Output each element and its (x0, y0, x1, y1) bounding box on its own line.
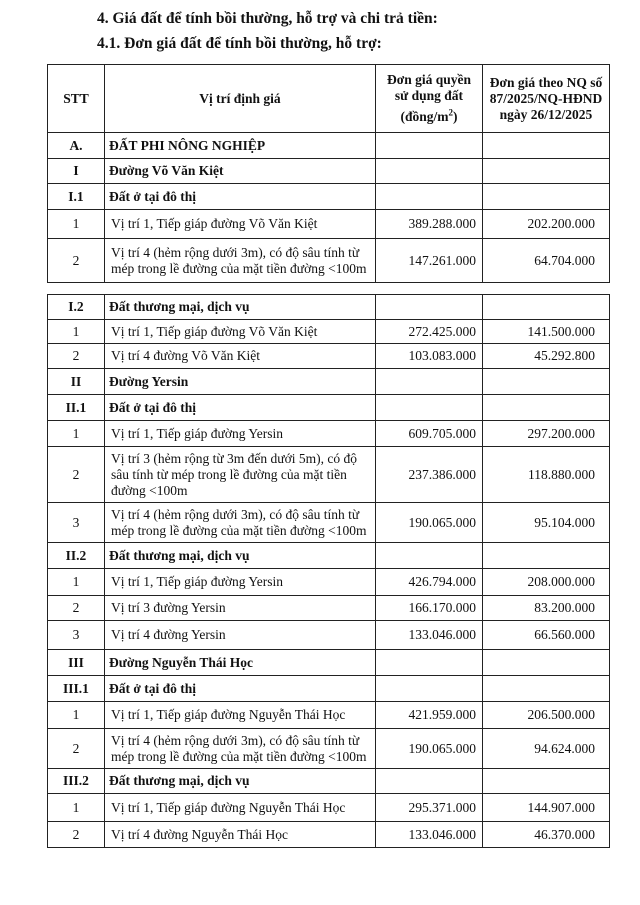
land-price-cell (376, 159, 483, 184)
nq-price-cell: 208.000.000 (483, 569, 610, 596)
land-price-cell (376, 676, 483, 702)
land-price-cell: 103.083.000 (376, 344, 483, 369)
stt-cell: 3 (48, 503, 105, 543)
location-cell: Vị trí 3 (hẻm rộng từ 3m đến dưới 5m), có độ sâu tính từ mép trong lề đường của mặt tiền đường <100m (105, 447, 376, 503)
stt-cell: III (48, 650, 105, 676)
stt-cell: 2 (48, 822, 105, 848)
section-row (48, 184, 610, 210)
stt-cell: 1 (48, 702, 105, 729)
header-land-price (376, 65, 483, 133)
land-price-cell (376, 295, 483, 320)
nq-price-cell (483, 769, 610, 794)
stt-cell: 1 (48, 794, 105, 822)
nq-price-cell (483, 676, 610, 702)
section-row (48, 676, 610, 702)
section-row (48, 295, 610, 320)
land-price-cell: 166.170.000 (376, 596, 483, 621)
nq-price-cell (483, 369, 610, 395)
section-row (48, 769, 610, 794)
location-cell: Đất ở tại đô thị (105, 184, 376, 210)
table-row (48, 421, 610, 447)
stt-cell: I.1 (48, 184, 105, 210)
location-cell: Vị trí 3 đường Yersin (105, 596, 376, 621)
location-cell: Đất thương mại, dịch vụ (105, 543, 376, 569)
location-cell: Đất thương mại, dịch vụ (105, 769, 376, 794)
land-price-cell: 190.065.000 (376, 503, 483, 543)
nq-price-cell (483, 184, 610, 210)
nq-price-cell: 206.500.000 (483, 702, 610, 729)
table-row (48, 822, 610, 848)
nq-price-cell: 94.624.000 (483, 729, 610, 769)
nq-price-cell (483, 650, 610, 676)
stt-cell: II.2 (48, 543, 105, 569)
location-cell: Vị trí 4 (hẻm rộng dưới 3m), có độ sâu tính từ mép trong lề đường của mặt tiền đường <100m (105, 503, 376, 543)
location-cell: Vị trí 1, Tiếp giáp đường Yersin (105, 569, 376, 596)
table-row (48, 503, 610, 543)
land-price-cell: 426.794.000 (376, 569, 483, 596)
land-price-cell (376, 543, 483, 569)
location-cell: Vị trí 4 đường Yersin (105, 621, 376, 650)
land-price-cell (376, 369, 483, 395)
section-row (48, 543, 610, 569)
land-price-cell: 421.959.000 (376, 702, 483, 729)
price-table-part-2 (47, 294, 610, 848)
table-row (48, 210, 610, 239)
land-price-cell (376, 133, 483, 159)
nq-price-cell: 95.104.000 (483, 503, 610, 543)
nq-price-cell: 83.200.000 (483, 596, 610, 621)
nq-price-cell (483, 133, 610, 159)
location-cell: Vị trí 1, Tiếp giáp đường Yersin (105, 421, 376, 447)
section-row (48, 159, 610, 184)
nq-price-cell (483, 395, 610, 421)
location-cell: Đất thương mại, dịch vụ (105, 295, 376, 320)
stt-cell: II.1 (48, 395, 105, 421)
location-cell: ĐẤT PHI NÔNG NGHIỆP (105, 133, 376, 159)
table-row (48, 596, 610, 621)
nq-price-cell: 141.500.000 (483, 320, 610, 344)
land-price-cell (376, 184, 483, 210)
stt-cell: I.2 (48, 295, 105, 320)
subsection-heading: 4.1. Đơn giá đất để tính bồi thường, hỗ trợ: (97, 35, 382, 52)
stt-cell: III.1 (48, 676, 105, 702)
stt-cell: III.2 (48, 769, 105, 794)
nq-price-cell: 64.704.000 (483, 239, 610, 283)
stt-cell: 2 (48, 596, 105, 621)
nq-price-cell: 46.370.000 (483, 822, 610, 848)
stt-cell: II (48, 369, 105, 395)
land-price-cell (376, 769, 483, 794)
land-price-cell: 133.046.000 (376, 621, 483, 650)
land-price-cell: 147.261.000 (376, 239, 483, 283)
section-row (48, 650, 610, 676)
land-price-cell: 237.386.000 (376, 447, 483, 503)
land-price-cell (376, 395, 483, 421)
land-price-cell: 295.371.000 (376, 794, 483, 822)
location-cell: Vị trí 4 đường Nguyễn Thái Học (105, 822, 376, 848)
location-cell: Vị trí 1, Tiếp giáp đường Nguyễn Thái Học (105, 794, 376, 822)
location-cell: Đường Võ Văn Kiệt (105, 159, 376, 184)
nq-price-cell: 297.200.000 (483, 421, 610, 447)
stt-cell: 1 (48, 320, 105, 344)
table-row (48, 702, 610, 729)
nq-price-cell: 45.292.800 (483, 344, 610, 369)
location-cell: Đất ở tại đô thị (105, 676, 376, 702)
nq-price-cell: 202.200.000 (483, 210, 610, 239)
stt-cell: 1 (48, 569, 105, 596)
section-heading: 4. Giá đất để tính bồi thường, hỗ trợ và chi trả tiền: (97, 10, 438, 27)
section-row (48, 133, 610, 159)
header-land-price-unit: $(đồng/m^2)$ (400, 107, 458, 124)
stt-cell: 2 (48, 239, 105, 283)
location-cell: Vị trí 1, Tiếp giáp đường Nguyễn Thái Học (105, 702, 376, 729)
nq-price-cell (483, 159, 610, 184)
location-cell: Vị trí 1, Tiếp giáp đường Võ Văn Kiệt (105, 210, 376, 239)
stt-cell: 2 (48, 447, 105, 503)
header-land-price-line1: Đơn giá quyền (387, 72, 471, 88)
stt-cell: I (48, 159, 105, 184)
table-row (48, 569, 610, 596)
location-cell: Đất ở tại đô thị (105, 395, 376, 421)
stt-cell: 2 (48, 344, 105, 369)
land-price-cell: 609.705.000 (376, 421, 483, 447)
nq-price-cell (483, 543, 610, 569)
location-cell: Vị trí 1, Tiếp giáp đường Võ Văn Kiệt (105, 320, 376, 344)
table-row (48, 344, 610, 369)
location-cell: Đường Nguyễn Thái Học (105, 650, 376, 676)
table-row (48, 447, 610, 503)
nq-price-cell: 144.907.000 (483, 794, 610, 822)
table-row (48, 794, 610, 822)
land-price-cell (376, 650, 483, 676)
table-row (48, 320, 610, 344)
nq-price-cell (483, 295, 610, 320)
location-cell: Đường Yersin (105, 369, 376, 395)
table-row (48, 239, 610, 283)
stt-cell: 3 (48, 621, 105, 650)
nq-price-cell: 66.560.000 (483, 621, 610, 650)
location-cell: Vị trí 4 (hẻm rộng dưới 3m), có độ sâu tính từ mép trong lề đường của mặt tiền đường <100m (105, 729, 376, 769)
stt-cell: 2 (48, 729, 105, 769)
header-stt: STT (48, 65, 105, 133)
stt-cell: 1 (48, 421, 105, 447)
header-land-price-line2: sử dụng đất (394, 88, 464, 104)
location-cell: Vị trí 4 (hẻm rộng dưới 3m), có độ sâu tính từ mép trong lề đường của mặt tiền đường <100m (105, 239, 376, 283)
header-location: Vị trí định giá (105, 65, 376, 133)
location-cell: Vị trí 4 đường Võ Văn Kiệt (105, 344, 376, 369)
land-price-cell: 272.425.000 (376, 320, 483, 344)
header-nq-price: Đơn giá theo NQ số 87/2025/NQ-HĐND ngày 26/12/2025 (483, 65, 610, 133)
table-header-row (48, 65, 610, 133)
section-row (48, 369, 610, 395)
stt-cell: A. (48, 133, 105, 159)
section-row (48, 395, 610, 421)
price-table-part-1 (47, 64, 610, 283)
land-price-cell: 190.065.000 (376, 729, 483, 769)
table-row (48, 729, 610, 769)
nq-price-cell: 118.880.000 (483, 447, 610, 503)
table-row (48, 621, 610, 650)
land-price-cell: 389.288.000 (376, 210, 483, 239)
stt-cell: 1 (48, 210, 105, 239)
land-price-cell: 133.046.000 (376, 822, 483, 848)
